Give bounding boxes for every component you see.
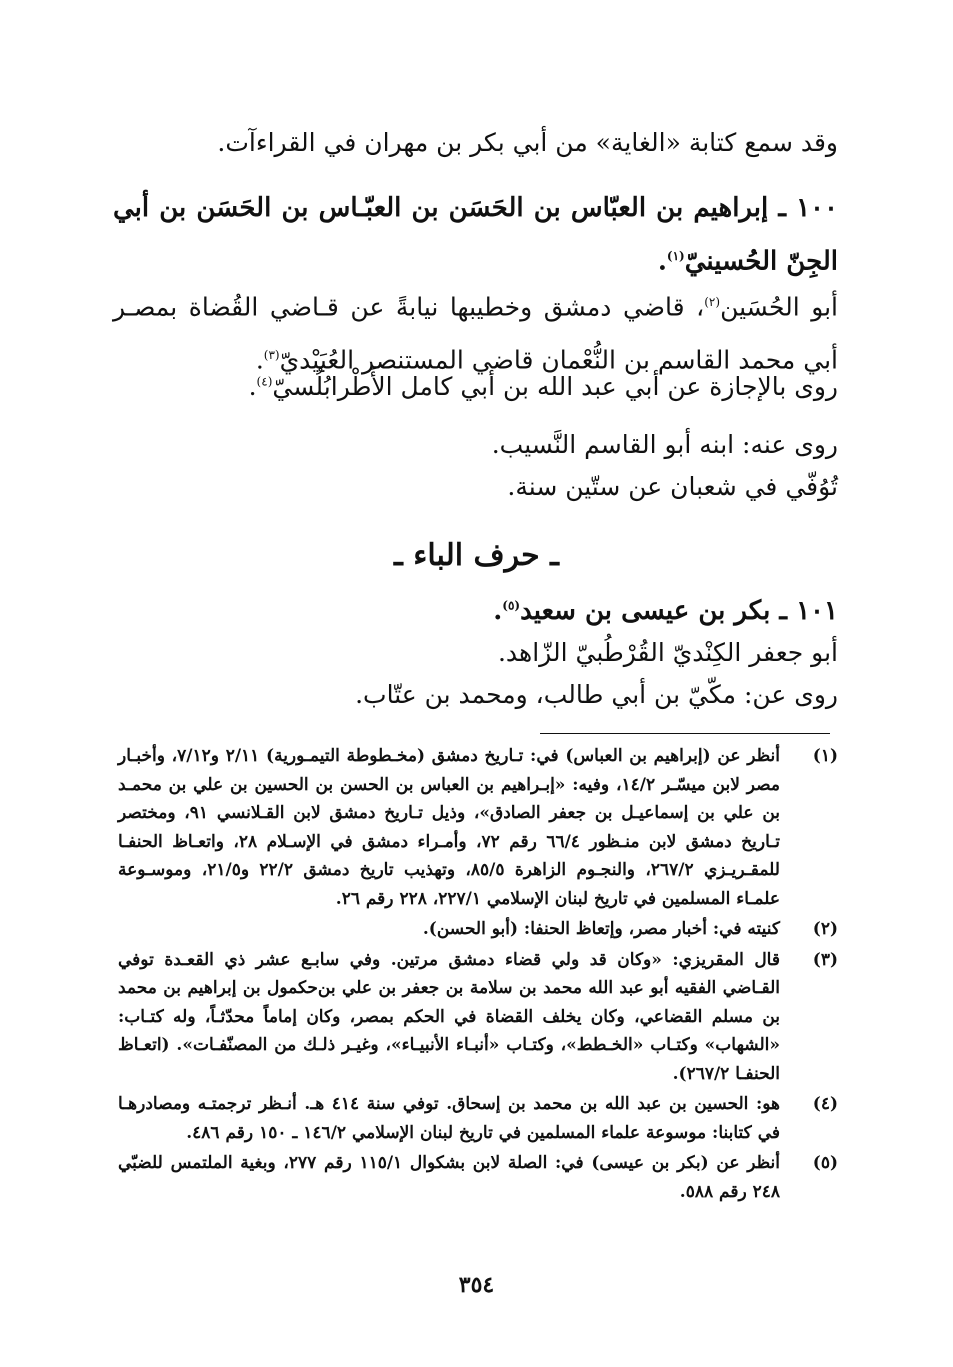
footnote-ref: (٢) bbox=[704, 295, 721, 309]
heading-end: . bbox=[657, 246, 667, 277]
text-line: وقد سمع كتابة «الغاية» من أبي بكر بن مهران في القراءآت. bbox=[217, 128, 838, 157]
kunya-start: أبو الحُسَين bbox=[720, 292, 839, 322]
footnote-text: أنظر عن (إبراهيم بن العباس) في: تـاريخ دمشق (مخـطوطة التيمـورية) ٢/١١ و٧/١٢، وأخبـار مصر لابن ميسّـر ١٤/٢، وفيه: «إبـراهيم بن العباس بن الحسن بن الحسين بن علي بن محمـد بن علي بن إسماعيـل بن جعفر الصادق»، وذيل تـاريخ دمشق لابن القـلانسي ٩١، ومختصر تـاريخ دمشق لابن منـظور ٦٦/٤ رقم ٧٢، وأمـراء دمشق في الإسـلام ٢٨، واتعـاظ الحنفـا للمقـريـزي ٢٦٧/٢، والنجـوم الزاهرة ٨٥/٥، وتهذيب تاريخ دمشق ٢٢/٢ و٢١/٥، وموسـوعة علمـاء المسلمين في تاريخ لبنان الإسلامي ٢٢٧/١، ٢٢٨ رقم ٢٦. bbox=[118, 746, 780, 909]
entry-heading-100 bbox=[113, 184, 838, 286]
footnote bbox=[118, 1149, 838, 1206]
kunya-rest: ، قاضي دمشق وخطيبها نيابةً عن قـاضي القُضاة بمصـر أبي محمد القاسم بن النُّعْمان قاضي المستنصر العُبَيْديّ bbox=[113, 292, 838, 375]
footnote-text: كنيته في: أخبار مصر، وإتعاظ الحنفا: (أبو الحسن). bbox=[422, 919, 780, 939]
footnote bbox=[118, 1090, 838, 1147]
footnote-ref: (٣) bbox=[263, 348, 280, 363]
footnote-number: (٣) bbox=[812, 949, 838, 970]
heading-end: . bbox=[493, 596, 503, 626]
kunya-end: . bbox=[255, 345, 264, 375]
rawa-anhu-line: روى عنه: ابنه أبو القاسم النَّسيب. bbox=[491, 430, 838, 459]
footnote-separator bbox=[540, 733, 830, 734]
entry-heading-text: ١٠١ ـ بكر بن عيسى بن سعيد bbox=[520, 596, 838, 626]
ijaza-text: روى بالإجازة عن أبي عبد الله بن أبي كامل الأَطْرابُلُسيّ bbox=[272, 372, 838, 401]
footnote bbox=[118, 742, 838, 913]
rawa-an-line-101: روى عن: مكّيّ بن أبي طالب، ومحمد بن عتّاب. bbox=[355, 680, 838, 709]
section-heading: ـ حرف الباء ـ bbox=[394, 538, 559, 573]
footnote-ref: (١) bbox=[666, 249, 685, 263]
death-line: تُوُفّي في شعبان عن ستّين سنة. bbox=[507, 472, 838, 501]
footnotes bbox=[118, 742, 838, 1208]
footnote-text: أنظر عن (بكر بن عيسى) في: الصلة لابن بشكوال ١١٥/١ رقم ٢٧٧، وبغية الملتمس للضبّي ٢٤٨ رقم ٥٨٨. bbox=[118, 1153, 780, 1202]
footnote-number: (١) bbox=[812, 746, 838, 766]
footnote-number: (٢) bbox=[812, 919, 838, 939]
footnote-number: (٥) bbox=[812, 1153, 838, 1173]
footnote bbox=[118, 946, 838, 1089]
footnote-text: هو: الحسين بن عبد الله بن محمد بن إسحاق. توفي سنة ٤١٤ هـ. أنـظر ترجمتـه ومصادرهـا في كتابنا: موسوعة علماء المسلمين في تاريخ لبنان الإسلامي ١٤٦/٢ ـ ١٥٠ رقم ٤٨٦. bbox=[118, 1094, 780, 1143]
ijaza-end: . bbox=[248, 372, 257, 401]
page-number: ٣٥٤ bbox=[458, 1272, 495, 1298]
footnote-ref: (٥) bbox=[502, 598, 521, 613]
ijaza-line bbox=[115, 372, 838, 401]
footnote-ref: (٤) bbox=[256, 374, 273, 389]
kunya-line-101: أبو جعفر الكِنْديّ القُرْطُبيّ الزّاهد. bbox=[497, 638, 838, 667]
entry-heading-101 bbox=[115, 596, 838, 626]
footnote-number: (٤) bbox=[812, 1094, 838, 1114]
entry-kunya-paragraph bbox=[113, 278, 838, 385]
footnote-text: قال المقريزي: «وكان قد ولي قضاء دمشق مرتين. وفي سابـع عشر ذي القعـدة توفي القـاضي الفقيه أبو عبد الله محمد بن سلامة بن جعفر بن علي بن‌حكمول بن إبراهيم بن محمد بن مسلم القضاعي، وكان يخلف القضاة في الحكم بمصر، وكان إماماً محدّثـاً، وله كتـاب: «الشهاب» وكتـاب «الخـطط»، وكتـاب «أنبـاء الأنبيـاء»، وغيـر ذلـك من المصنّفـات». (اتعـاظ الحنفـا ٢٦٧/٢). bbox=[118, 949, 780, 1084]
entry-heading-text: ١٠٠ ـ إبراهيم بن العبّاس بن الحَسَن بن العبّـاس بن الحَسَن بن أبي الجِنّ الحُسينيّ bbox=[113, 193, 838, 277]
footnote bbox=[118, 915, 838, 944]
